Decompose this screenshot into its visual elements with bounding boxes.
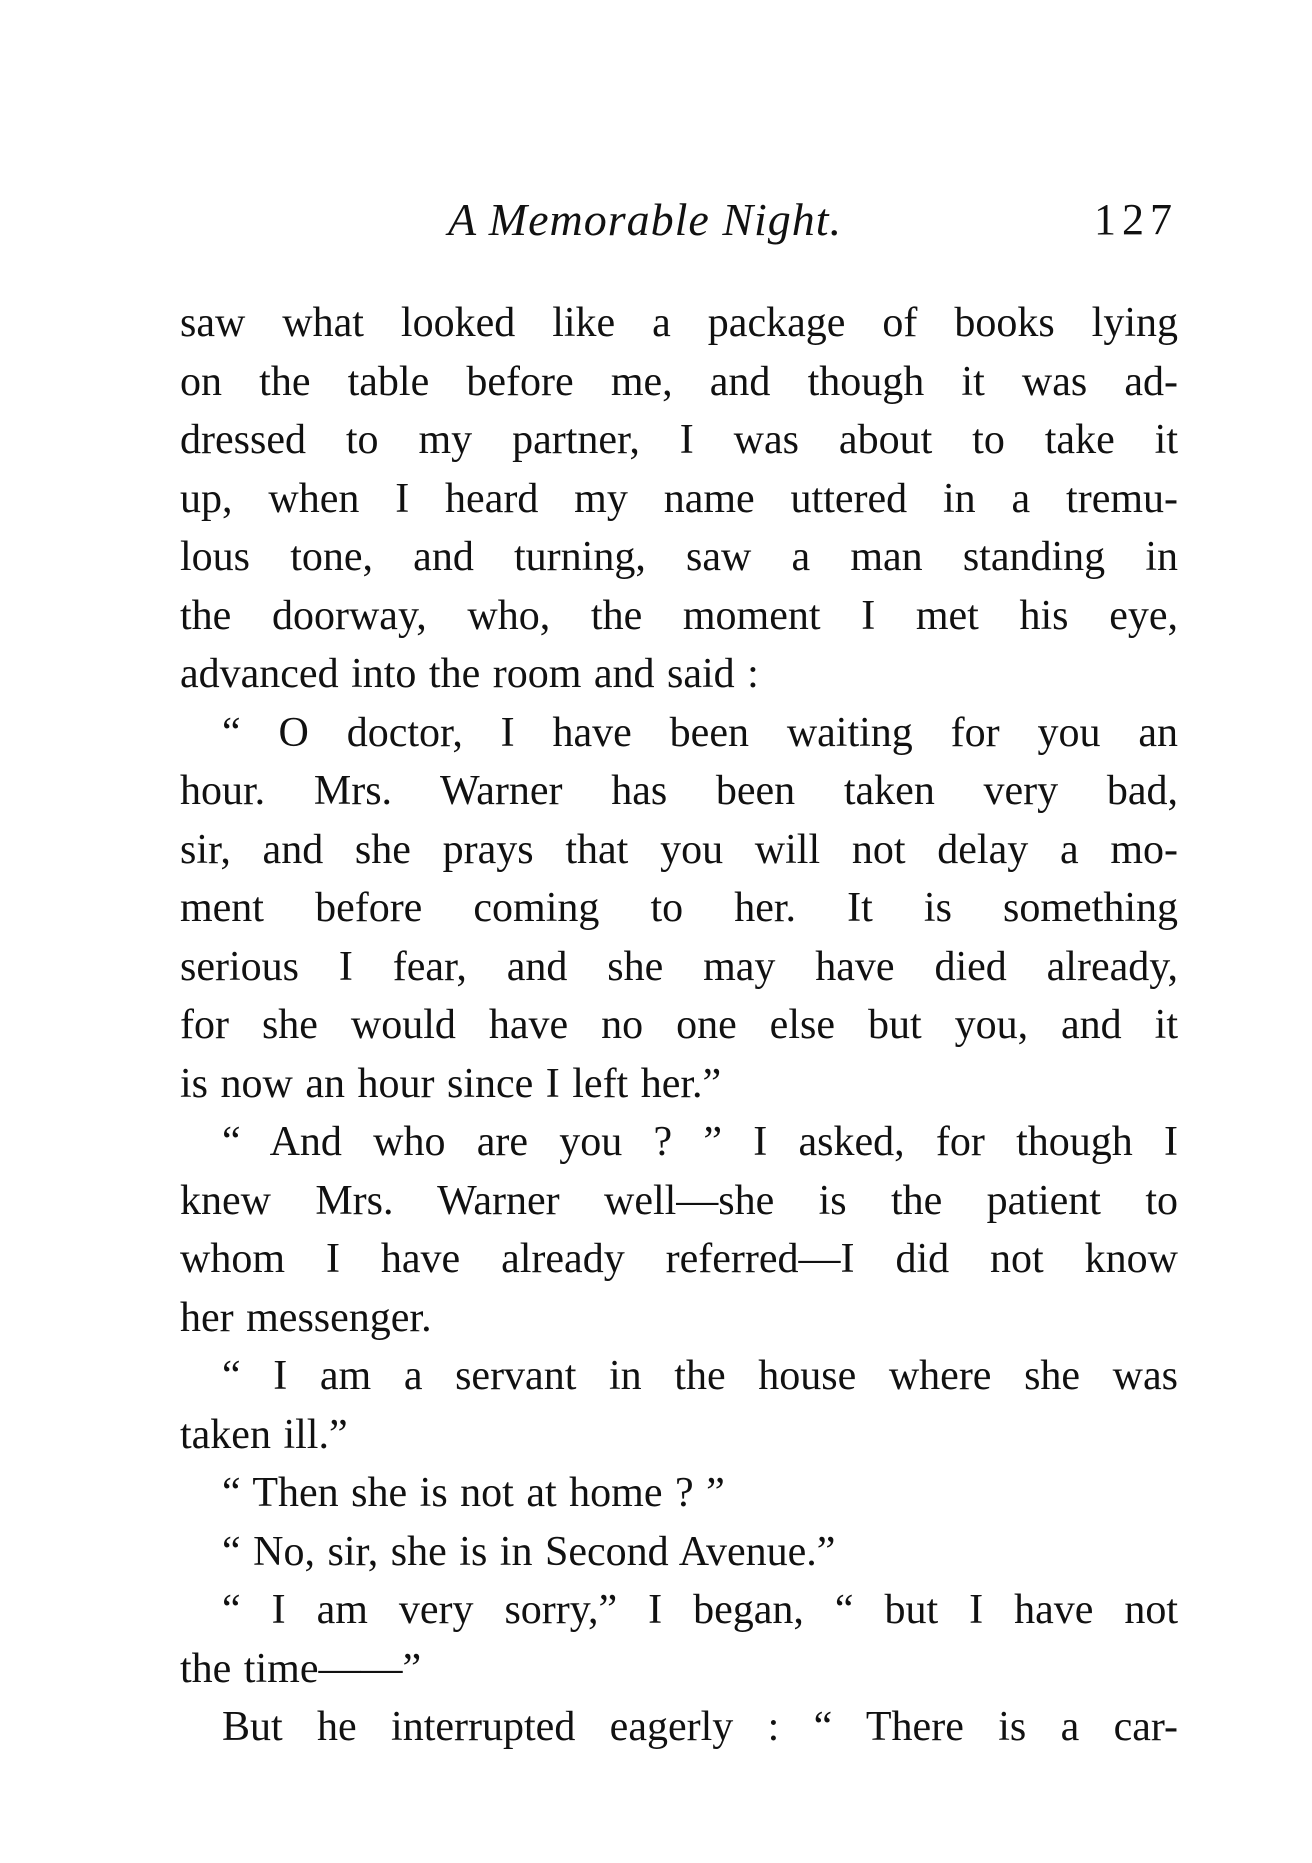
- text-line: hour. Mrs. Warner has been taken very bad,: [180, 768, 1178, 814]
- text-line: knew Mrs. Warner well—she is the patient to: [180, 1177, 1178, 1224]
- text-line: lous tone, and turning, saw a man standing in: [180, 534, 1178, 580]
- text-line: “ No, sir, she is in Second Avenue.”: [222, 1528, 836, 1575]
- text-line: on the table before me, and though it was ad-: [180, 358, 1178, 405]
- text-line: ment before coming to her. It is something: [180, 885, 1178, 931]
- text-line: But he interrupted eagerly : “ There is a car-: [222, 1704, 1178, 1750]
- text-line: “ I am a servant in the house where she was: [222, 1353, 1178, 1399]
- body-text: [180, 294, 1178, 1757]
- text-line: up, when I heard my name uttered in a tremu-: [180, 475, 1178, 522]
- text-line: whom I have already referred—I did not know: [180, 1236, 1178, 1282]
- text-line: dressed to my partner, I was about to take it: [180, 417, 1178, 463]
- text-line: “ Then she is not at home ? ”: [222, 1470, 725, 1516]
- text-line: the time——”: [180, 1645, 422, 1692]
- text-line: “ O doctor, I have been waiting for you an: [222, 709, 1178, 756]
- text-line: advanced into the room and said :: [180, 651, 759, 697]
- text-line: her messenger.: [180, 1294, 432, 1341]
- text-line: saw what looked like a package of books lying: [180, 300, 1178, 346]
- text-line: for she would have no one else but you, and it: [180, 1002, 1178, 1048]
- text-line: the doorway, who, the moment I met his eye,: [180, 592, 1178, 639]
- page-number: 127: [1094, 195, 1178, 244]
- running-title: A Memorable Night.: [448, 194, 843, 245]
- running-head: [180, 192, 1178, 248]
- text-line: serious I fear, and she may have died already,: [180, 943, 1178, 990]
- text-line: sir, and she prays that you will not delay a mo-: [180, 826, 1178, 873]
- text-line: “ I am very sorry,” I began, “ but I have not: [222, 1587, 1178, 1633]
- text-line: taken ill.”: [180, 1411, 348, 1458]
- text-line: “ And who are you ? ” I asked, for though I: [222, 1119, 1178, 1165]
- text-line: is now an hour since I left her.”: [180, 1060, 722, 1107]
